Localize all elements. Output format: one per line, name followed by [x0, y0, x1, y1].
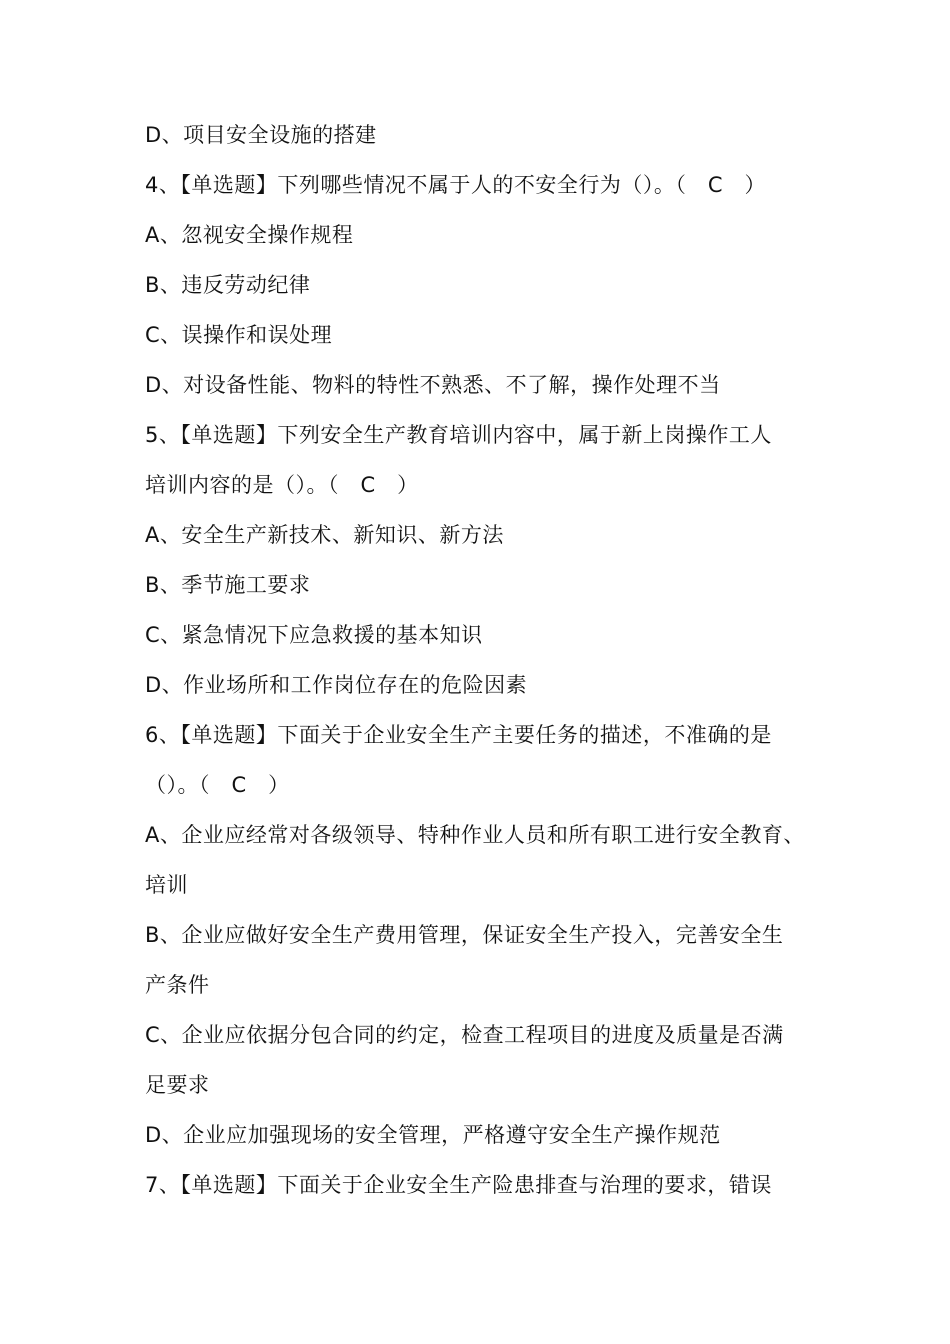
question-6: 6、【单选题】下面关于企业安全生产主要任务的描述，不准确的是 [145, 723, 772, 747]
question-5-cont: 培训内容的是（）。（ C ） [145, 473, 419, 497]
option-4c: C、误操作和误处理 [145, 323, 333, 347]
option-6d: D、企业应加强现场的安全管理，严格遵守安全生产操作规范 [145, 1123, 721, 1147]
option-4a: A、忽视安全操作规程 [145, 223, 354, 247]
option-6a: A、企业应经常对各级领导、特种作业人员和所有职工进行安全教育、 [145, 823, 805, 847]
option-6b: B、企业应做好安全生产费用管理，保证安全生产投入，完善安全生 [145, 923, 784, 947]
question-4: 4、【单选题】下列哪些情况不属于人的不安全行为（）。（ C ） [145, 173, 767, 197]
option-6c: C、企业应依据分包合同的约定，检查工程项目的进度及质量是否满 [145, 1023, 784, 1047]
option-6a-cont: 培训 [145, 873, 188, 897]
question-6-cont: （）。（ C ） [145, 773, 290, 797]
option-5d: D、作业场所和工作岗位存在的危险因素 [145, 673, 528, 697]
option-6b-cont: 产条件 [145, 973, 210, 997]
option-4b: B、违反劳动纪律 [145, 273, 311, 297]
option-5c: C、紧急情况下应急救援的基本知识 [145, 623, 483, 647]
question-5: 5、【单选题】下列安全生产教育培训内容中，属于新上岗操作工人 [145, 423, 772, 447]
option-6c-cont: 足要求 [145, 1073, 210, 1097]
question-7: 7、【单选题】下面关于企业安全生产险患排查与治理的要求，错误 [145, 1173, 772, 1197]
option-5a: A、安全生产新技术、新知识、新方法 [145, 523, 504, 547]
option-4d: D、对设备性能、物料的特性不熟悉、不了解，操作处理不当 [145, 373, 721, 397]
option-3d: D、项目安全设施的搭建 [145, 123, 377, 147]
option-5b: B、季节施工要求 [145, 573, 311, 597]
